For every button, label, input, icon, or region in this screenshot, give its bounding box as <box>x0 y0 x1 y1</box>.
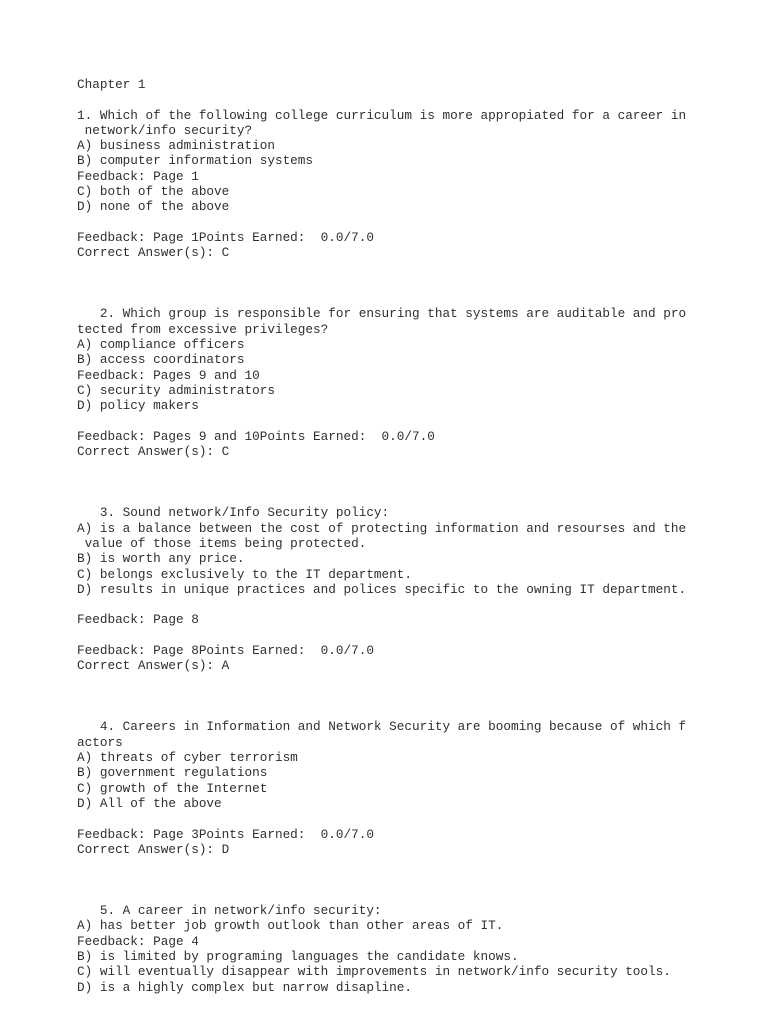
text-line: A) compliance officers <box>77 337 245 353</box>
blank-line <box>77 291 717 306</box>
text-line: Feedback: Page 4 <box>77 933 199 949</box>
text-line: 1. Which of the following college curriculum is more appropiated for a career in <box>77 107 687 123</box>
blank-line <box>77 475 717 490</box>
blank-line <box>77 689 717 704</box>
text-line: Feedback: Pages 9 and 10 <box>77 367 260 383</box>
blank-line <box>77 597 717 612</box>
blank-line <box>77 490 717 505</box>
blank-line <box>77 276 717 291</box>
text-line: network/info security? <box>77 122 253 138</box>
text-line: 2. Which group is responsible for ensuring that systems are auditable and pro <box>77 306 687 322</box>
blank-line <box>77 628 717 643</box>
blank-line <box>77 888 717 903</box>
text-line: Correct Answer(s): C <box>77 444 230 460</box>
blank-line <box>77 857 717 872</box>
text-line: A) is a balance between the cost of protecting information and resourses and the <box>77 520 687 536</box>
text-line: tected from excessive privileges? <box>77 321 329 337</box>
blank-line <box>77 459 717 474</box>
text-line: value of those items being protected. <box>77 535 367 551</box>
text-line: B) is limited by programing languages the candidate knows. <box>77 948 519 964</box>
text-line: A) business administration <box>77 138 275 154</box>
text-line: Feedback: Page 8Points Earned: 0.0/7.0 <box>77 642 374 658</box>
text-line: C) both of the above <box>77 184 230 200</box>
text-line: Correct Answer(s): D <box>77 841 230 857</box>
text-line: Correct Answer(s): A <box>77 658 230 674</box>
text-line: 5. A career in network/info security: <box>77 903 382 919</box>
text-line: D) none of the above <box>77 199 230 215</box>
text-line: actors <box>77 734 123 750</box>
text-line: B) government regulations <box>77 765 268 781</box>
document-page <box>77 77 717 995</box>
text-line: D) All of the above <box>77 795 222 811</box>
blank-line <box>77 261 717 276</box>
text-line: B) is worth any price. <box>77 551 245 567</box>
blank-line <box>77 92 717 107</box>
blank-line <box>77 215 717 230</box>
text-line: Feedback: Page 1Points Earned: 0.0/7.0 <box>77 229 374 245</box>
text-line: C) growth of the Internet <box>77 780 268 796</box>
text-line: D) results in unique practices and polices specific to the owning IT department. <box>77 581 687 597</box>
text-line: 3. Sound network/Info Security policy: <box>77 505 390 521</box>
text-line: B) computer information systems <box>77 153 314 169</box>
text-line: Feedback: Page 8 <box>77 612 199 628</box>
text-line: D) is a highly complex but narrow disapline. <box>77 979 413 995</box>
text-line: D) policy makers <box>77 398 199 414</box>
blank-line <box>77 872 717 887</box>
text-line: Correct Answer(s): C <box>77 245 230 261</box>
text-line: B) access coordinators <box>77 352 245 368</box>
text-line: C) will eventually disappear with improvements in network/info security tools. <box>77 964 671 980</box>
text-line: 4. Careers in Information and Network Security are booming because of which f <box>77 719 687 735</box>
blank-line <box>77 414 717 429</box>
text-line: A) threats of cyber terrorism <box>77 750 298 766</box>
text-line: C) belongs exclusively to the IT department. <box>77 566 413 582</box>
text-line: C) security administrators <box>77 382 275 398</box>
text-line: Chapter 1 <box>77 77 146 92</box>
blank-line <box>77 811 717 826</box>
blank-line <box>77 704 717 719</box>
text-line: Feedback: Page 1 <box>77 168 199 184</box>
text-line: Feedback: Page 3Points Earned: 0.0/7.0 <box>77 826 374 842</box>
blank-line <box>77 674 717 689</box>
text-line: A) has better job growth outlook than other areas of IT. <box>77 918 504 934</box>
text-line: Feedback: Pages 9 and 10Points Earned: 0.0/7.0 <box>77 428 435 444</box>
